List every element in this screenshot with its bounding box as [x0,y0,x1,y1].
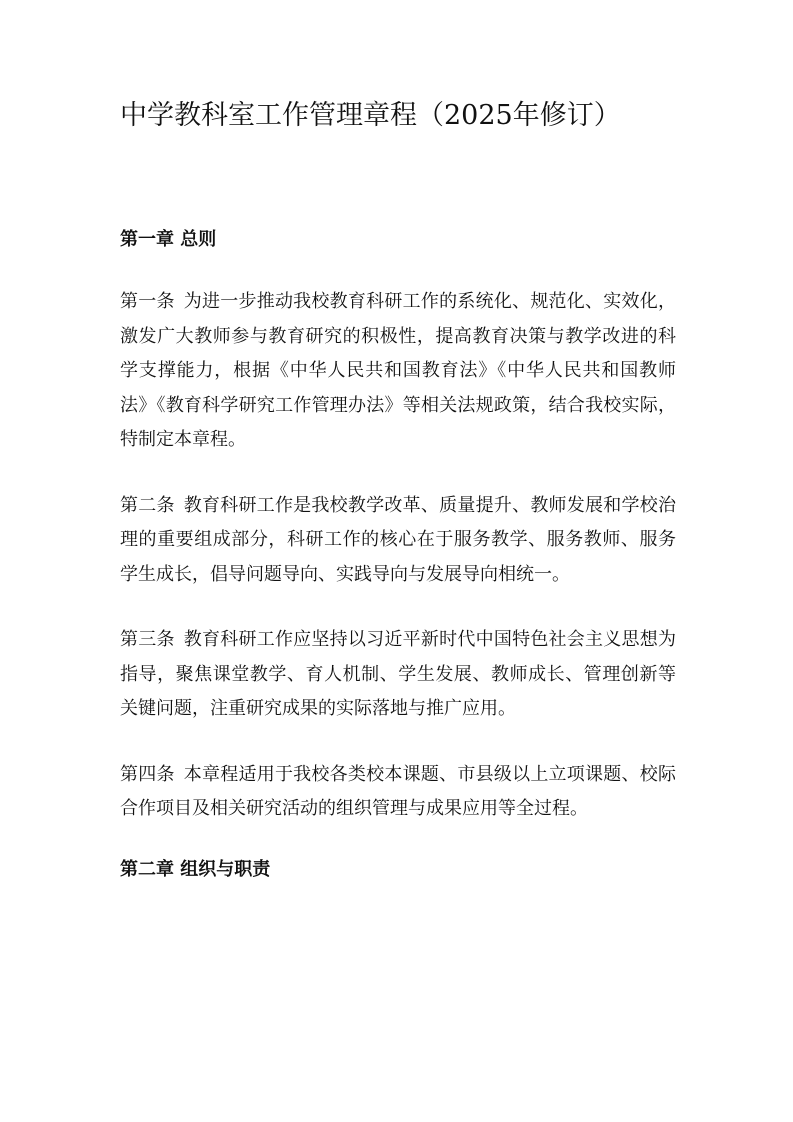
document-title: 中学教科室工作管理章程（2025年修订） [120,100,621,131]
document-body [120,224,676,886]
article-label: 第一条 [120,291,175,312]
article-label: 第四条 [120,763,175,785]
article-text: 教育科研工作是我校教学改革、质量提升、教师发展和学校治理的重要组成部分，科研工作的核心在于服务教学、服务教师、服务学生成长，倡导问题导向、实践导向与发展导向相统一。 [120,494,677,585]
article-paragraph [120,758,676,827]
article-text: 本章程适用于我校各类校本课题、市县级以上立项课题、校际合作项目及相关研究活动的组织管理与成果应用等全过程。 [120,763,677,819]
article-text: 为进一步推动我校教育科研工作的系统化、规范化、实效化，激发广大教师参与教育研究的积极性，提高教育决策与教学改进的科学支撑能力，根据《中华人民共和国教育法》《中华人民共和国教师法》《教育科学研究工作管理办法》等相关法规政策，结合我校实际，特制定本章程。 [120,291,677,450]
article-paragraph [120,489,676,593]
article-paragraph [120,285,676,458]
article-label: 第二条 [120,494,175,516]
article-text: 教育科研工作应坚持以习近平新时代中国特色社会主义思想为指导，聚焦课堂教学、育人机制、学生发展、教师成长、管理创新等关键问题，注重研究成果的实际落地与推广应用。 [120,629,677,719]
article-label: 第三条 [120,629,175,650]
article-paragraph [120,623,676,727]
chapter-heading: 第二章 组织与职责 [120,858,271,880]
chapter-heading: 第一章 总则 [120,229,217,250]
